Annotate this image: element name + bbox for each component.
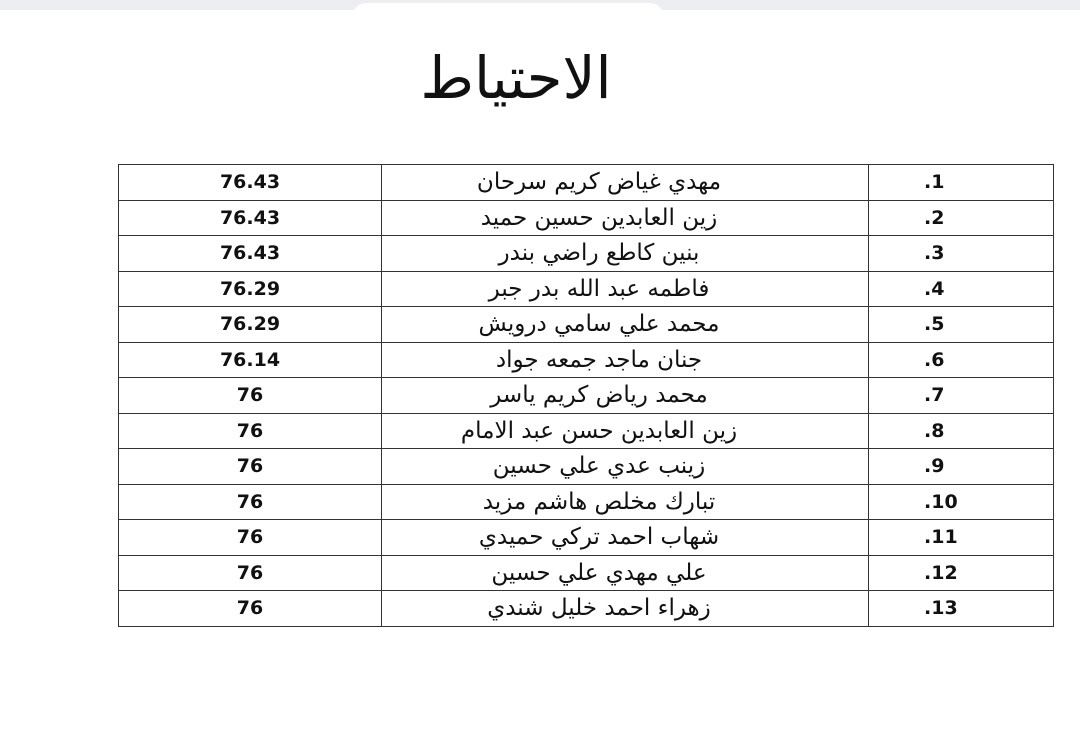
- score-cell: 76: [119, 413, 382, 449]
- table-row: [119, 200, 1054, 236]
- name-cell: مهدي غياض كريم سرحان: [382, 165, 869, 201]
- number-cell: .3: [869, 236, 1054, 272]
- number-cell: .8: [869, 413, 1054, 449]
- score-cell: 76: [119, 378, 382, 414]
- name-cell: تبارك مخلص هاشم مزيد: [382, 484, 869, 520]
- document-page: [0, 10, 1080, 734]
- page-title: الاحتياط: [420, 44, 612, 112]
- score-cell: 76: [119, 555, 382, 591]
- table-row: [119, 271, 1054, 307]
- score-cell: 76.43: [119, 165, 382, 201]
- number-cell: .9: [869, 449, 1054, 485]
- table-row: [119, 449, 1054, 485]
- name-cell: محمد رياض كريم ياسر: [382, 378, 869, 414]
- name-cell: زينب عدي علي حسين: [382, 449, 869, 485]
- name-cell: زين العابدين حسن عبد الامام: [382, 413, 869, 449]
- score-cell: 76.43: [119, 200, 382, 236]
- name-cell: محمد علي سامي درويش: [382, 307, 869, 343]
- table-row: [119, 555, 1054, 591]
- score-cell: 76.43: [119, 236, 382, 272]
- table-row: [119, 236, 1054, 272]
- number-cell: .12: [869, 555, 1054, 591]
- name-cell: بنين كاطع راضي بندر: [382, 236, 869, 272]
- name-cell: فاطمه عبد الله بدر جبر: [382, 271, 869, 307]
- table-row: [119, 520, 1054, 556]
- name-cell: زين العابدين حسين حميد: [382, 200, 869, 236]
- score-cell: 76.14: [119, 342, 382, 378]
- score-cell: 76.29: [119, 271, 382, 307]
- table-row: [119, 484, 1054, 520]
- number-cell: .4: [869, 271, 1054, 307]
- score-cell: 76: [119, 449, 382, 485]
- number-cell: .1: [869, 165, 1054, 201]
- table-row: [119, 342, 1054, 378]
- table-row: [119, 378, 1054, 414]
- number-cell: .2: [869, 200, 1054, 236]
- score-cell: 76: [119, 591, 382, 627]
- top-tab-edge: [352, 3, 664, 17]
- number-cell: .10: [869, 484, 1054, 520]
- score-cell: 76: [119, 484, 382, 520]
- number-cell: .11: [869, 520, 1054, 556]
- name-cell: علي مهدي علي حسين: [382, 555, 869, 591]
- number-cell: .5: [869, 307, 1054, 343]
- name-cell: شهاب احمد تركي حميدي: [382, 520, 869, 556]
- results-table: [118, 164, 1054, 627]
- table-row: [119, 413, 1054, 449]
- table-row: [119, 165, 1054, 201]
- number-cell: .6: [869, 342, 1054, 378]
- number-cell: .13: [869, 591, 1054, 627]
- number-cell: .7: [869, 378, 1054, 414]
- name-cell: جنان ماجد جمعه جواد: [382, 342, 869, 378]
- table-row: [119, 591, 1054, 627]
- name-cell: زهراء احمد خليل شندي: [382, 591, 869, 627]
- results-table-body: [119, 165, 1054, 627]
- score-cell: 76: [119, 520, 382, 556]
- score-cell: 76.29: [119, 307, 382, 343]
- table-row: [119, 307, 1054, 343]
